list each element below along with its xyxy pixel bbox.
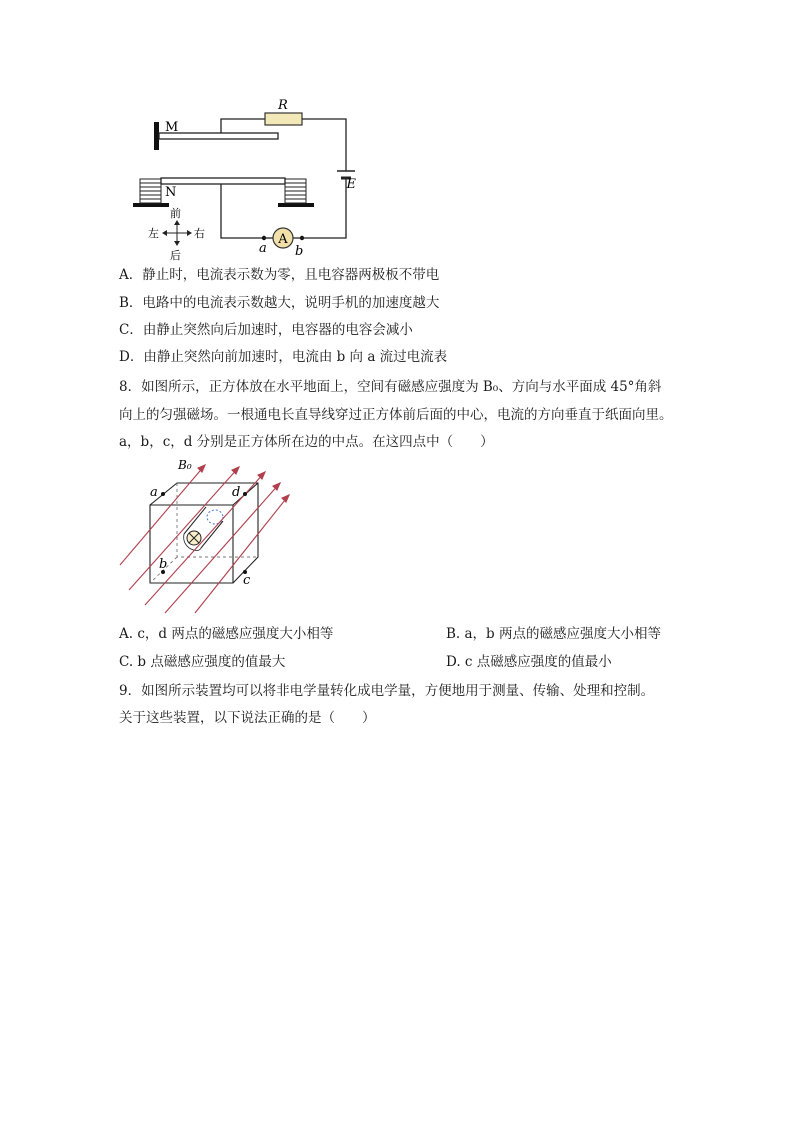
q9-stem-line2: 关于这些装置，以下说法正确的是（ ） — [119, 710, 376, 726]
dir-left: 左 — [148, 227, 159, 240]
plate-m-wall — [154, 122, 159, 150]
cube-field-diagram — [115, 455, 300, 615]
spring-mount-right — [278, 203, 314, 207]
dir-right: 右 — [194, 227, 205, 240]
label-m: M — [165, 120, 179, 135]
spring-mount-left — [133, 203, 169, 207]
label-b: b — [295, 244, 304, 259]
circuit-diagram — [128, 95, 358, 262]
label-e: E — [346, 177, 356, 192]
label-a: a — [259, 241, 267, 256]
spring-right — [285, 183, 306, 199]
wire — [221, 184, 264, 238]
resistor-r — [265, 113, 302, 125]
label-b: b — [159, 557, 168, 572]
point-d — [243, 492, 247, 496]
wire — [314, 178, 346, 238]
label-d: d — [232, 485, 241, 500]
q7-option-d: D．由静止突然向前加速时，电流由 b 向 a 流过电流表 — [119, 349, 448, 365]
magnetic-field-lines — [120, 465, 289, 613]
direction-compass — [162, 220, 192, 246]
q8-stem-line3: a，b，c，d 分别是正方体所在边的中点。在这四点中（ ） — [119, 434, 494, 450]
q7-option-c: C．由静止突然向后加速时，电容器的电容会减小 — [119, 322, 413, 338]
label-n: N — [165, 185, 177, 200]
dir-back: 后 — [170, 249, 181, 262]
spring-left — [140, 183, 161, 199]
plate-n — [161, 178, 285, 184]
q7-option-a: A．静止时，电流表示数为零，且电容器两极板不带电 — [119, 267, 440, 283]
label-c: c — [243, 573, 251, 588]
q8-option-a: A. c，d 两点的磁感应强度大小相等 — [119, 626, 334, 642]
q8-stem-line2: 向上的匀强磁场。一根通电长直导线穿过正方体前后面的中心，电流的方向垂直于纸面向里。 — [119, 407, 673, 423]
ammeter-label: A — [278, 232, 288, 247]
wire — [221, 119, 265, 133]
q9-stem-line1: 9．如图所示装置均可以将非电学量转化成电学量，方便地用于测量、传输、处理和控制。 — [119, 683, 655, 699]
dir-front: 前 — [170, 207, 181, 220]
label-r: R — [278, 98, 288, 113]
q8-option-b: B. a，b 两点的磁感应强度大小相等 — [446, 626, 661, 642]
q8-option-c: C. b 点磁感应强度的值最大 — [119, 654, 286, 670]
q8-option-d: D. c 点磁感应强度的值最小 — [446, 654, 612, 670]
q7-option-b: B．电路中的电流表示数越大，说明手机的加速度越大 — [119, 295, 440, 311]
label-b0: B₀ — [178, 458, 192, 472]
point-a — [161, 492, 165, 496]
wire — [302, 119, 346, 171]
label-a: a — [150, 485, 158, 500]
q8-stem-line1: 8．如图所示，正方体放在水平地面上，空间有磁感应强度为 B₀、方向与水平面成 45°角斜 — [119, 379, 662, 395]
